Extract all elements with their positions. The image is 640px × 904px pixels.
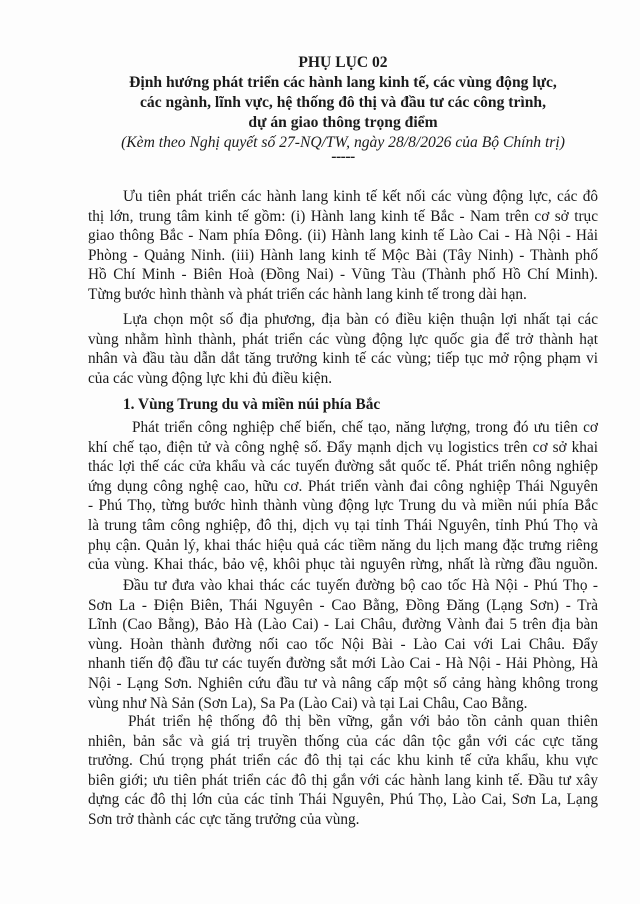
document-subject-line: Định hướng phát triển các hành lang kinh tế, các vùng động lực, [129,74,557,91]
paragraph-line: của vùng. Khai thác, bảo vệ, khôi phục tài nguyên rừng, nhất là rừng đầu nguồn. [88,556,598,574]
paragraph-line: Phát triển công nghiệp chế biến, chế tạo, năng lượng, trong đó ưu tiên cơ [132,419,598,436]
title-separator: ----- [331,148,355,165]
paragraph-line: Phòng - Quảng Ninh. (iii) Hành lang kinh tế Mộc Bài (Tây Ninh) - Thành phố [88,246,598,264]
paragraph-line: Phát triển hệ thống đô thị bền vững, gắn với bảo tồn cảnh quan thiên [128,713,598,730]
section-paragraph-transport [88,576,598,713]
paragraph-line: vùng như Nà Sản (Sơn La), Sa Pa (Lào Cai) và tại Lai Châu, Cao Bằng. [88,694,528,712]
paragraph-line: Sơn La - Điện Biên, Thái Nguyên - Cao Bằng, Đồng Đăng (Lạng Sơn) - Trà [88,596,598,614]
paragraph-line: - Phú Thọ, từng bước hình thành vùng động lực Trung du và miền núi phía Bắc [88,497,598,515]
paragraph-line: Nội - Lạng Sơn. Nghiên cứu đầu tư và nâng cấp một số cảng hàng không trong [88,674,598,692]
paragraph-line: vùng nhằm hình thành, phát triển các vùng động lực quốc gia để trở thành hạt [88,330,598,348]
paragraph-line: của các vùng động lực khi đủ điều kiện. [88,369,333,387]
paragraph-line: Hồ Chí Minh - Biên Hoà (Đồng Nai) - Vũng Tàu (Thành phố Hồ Chí Minh). [88,266,598,284]
paragraph-line: trưởng. Chú trọng phát triển các đô thị tại các khu kinh tế cửa khẩu, khu vực [88,752,598,770]
paragraph-line: vùng. Hoàn thành đường nối cao tốc Nội Bài - Lào Cai với Lai Châu. Đẩy [88,635,598,653]
appendix-title: PHỤ LỤC 02 [298,54,388,71]
section-paragraph-industry [88,418,598,575]
paragraph-line: thị lớn, trung tâm kinh tế gồm: (i) Hành lang kinh tế Bắc - Nam trên cơ sở trục [88,207,598,225]
paragraph-line: dựng các đô thị lớn của các tỉnh Thái Nguyên, Phú Thọ, Lào Cai, Sơn La, Lạng [88,791,598,809]
paragraph-line: giao thông Bắc - Nam phía Đông. (ii) Hành lang kinh tế Lào Cai - Hà Nội - Hải [88,227,598,245]
intro-paragraph-economic-corridors [88,187,598,305]
attachment-note: (Kèm theo Nghị quyết số 27-NQ/TW, ngày 28/8/2026 của Bộ Chính trị) [121,134,565,151]
paragraph-line: Sơn trở thành các cực tăng trưởng của vùng. [88,810,360,828]
paragraph-line: Đầu tư đưa vào khai thác các tuyến đường bộ cao tốc Hà Nội - Phú Thọ - [123,577,598,594]
paragraph-line: là trung tâm công nghiệp, đô thị, dịch vụ tại tỉnh Thái Nguyên, tỉnh Phú Thọ và [88,516,598,534]
section-heading: 1. Vùng Trung du và miền núi phía Bắc [123,396,381,413]
paragraph-line: Từng bước hình thành và phát triển các hành lang kinh tế trong dài hạn. [88,285,527,303]
document-subject-line: dự án giao thông trọng điểm [248,114,438,131]
paragraph-line: thác lợi thế các cửa khẩu và các tuyến đường sắt quốc tế. Phát triển nông nghiệp [88,458,598,476]
paragraph-line: khí chế tạo, điện tử và công nghệ số. Đẩy mạnh dịch vụ logistics trên cơ sở khai [88,438,598,456]
paragraph-line: phụ cận. Quản lý, khai thác hiệu quả các tiềm năng du lịch mang đặc trưng riêng [88,536,598,554]
paragraph-line: nhanh tiến độ đầu tư các tuyến đường sắt mới Lào Cai - Hà Nội - Hải Phòng, Hà [88,655,598,673]
document-subject-line: các ngành, lĩnh vực, hệ thống đô thị và đầu tư các công trình, [139,94,546,111]
paragraph-line: nhân và đầu tàu dẫn dắt tăng trưởng kinh tế các vùng; tiếp tục mở rộng phạm vi [88,350,598,368]
paragraph-line: biên giới; ưu tiên phát triển các đô thị gắn với các hành lang kinh tế. Đầu tư xây [88,771,598,789]
paragraph-line: ứng dụng công nghệ cao, hữu cơ. Phát triển vành đai công nghiệp Thái Nguyên [88,477,598,495]
document-header [88,53,598,163]
paragraph-line: Lĩnh (Cao Bằng), Bảo Hà (Lào Cai) - Lai Châu, đường Vành đai 5 trên địa bàn [88,616,598,634]
paragraph-line: nhiên, bản sắc và giá trị truyền thống của các dân tộc gắn với các cực tăng [88,732,598,750]
intro-paragraph-dynamic-regions [88,310,598,388]
paragraph-line: Lựa chọn một số địa phương, địa bàn có điều kiện thuận lợi nhất tại các [123,311,598,328]
section-paragraph-urban-system [88,712,598,830]
paragraph-line: Ưu tiên phát triển các hành lang kinh tế kết nối các vùng động lực, các đô [123,188,598,205]
